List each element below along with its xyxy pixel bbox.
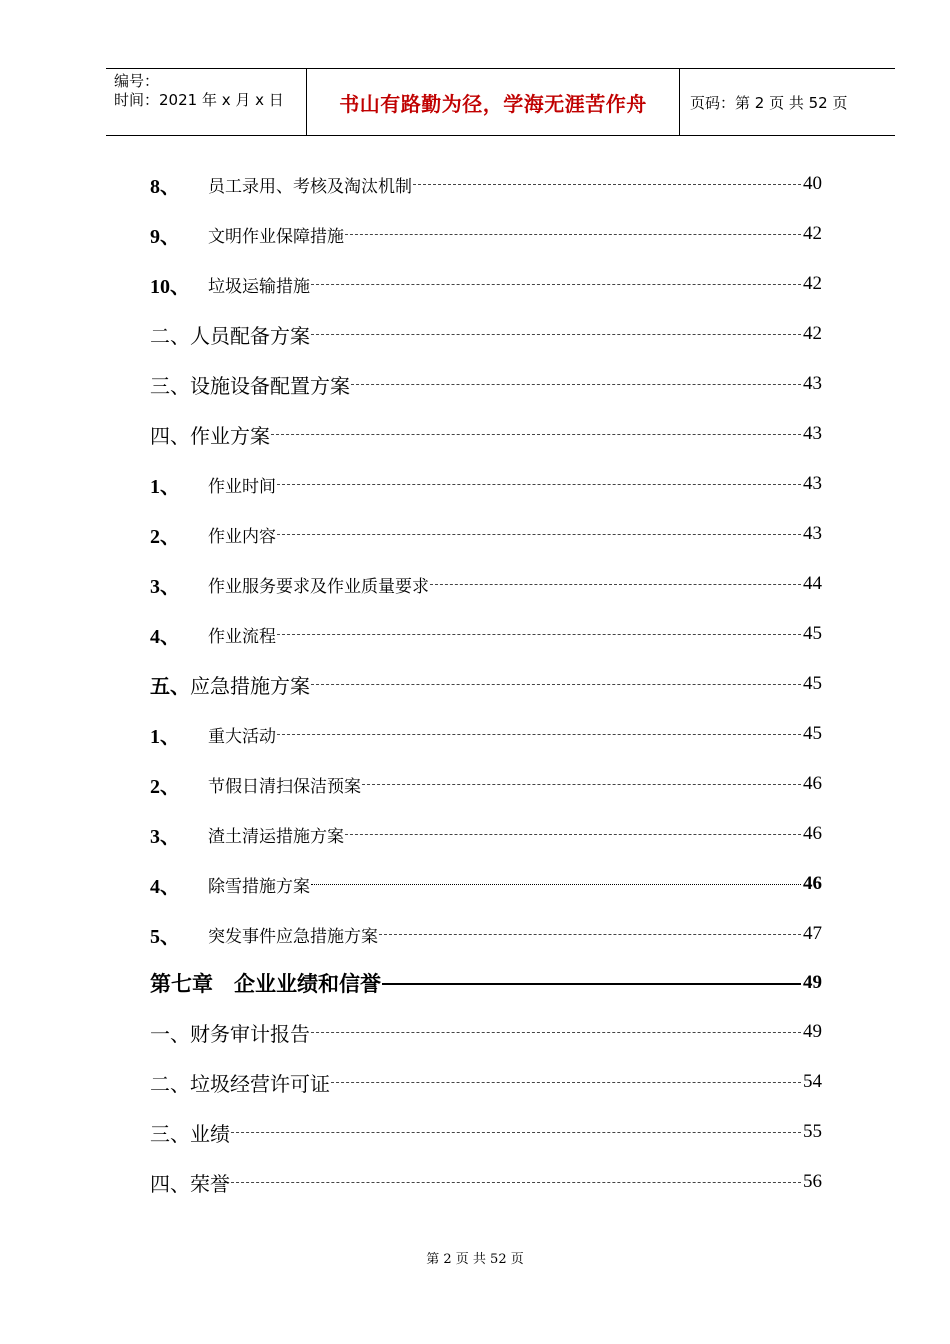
toc-entry-title: 第七章 企业业绩和信誉 <box>150 972 381 996</box>
toc-entry-page: 45 <box>803 673 822 694</box>
toc-entry-number: 8、 <box>150 175 180 198</box>
toc-entry-page: 42 <box>803 323 822 344</box>
toc-entry[interactable] <box>150 870 822 898</box>
toc-entry[interactable] <box>150 320 822 348</box>
toc-entry-page: 49 <box>803 1021 822 1042</box>
toc-entry-leader <box>345 234 801 236</box>
toc-entry-number: 4、 <box>150 875 180 898</box>
toc-entry-number: 2、 <box>150 525 180 548</box>
toc-entry-number: 3、 <box>150 575 180 598</box>
header-page-info: 页码：第 2 页 共 52 页 <box>690 93 848 112</box>
toc-entry-leader <box>430 584 801 586</box>
toc-entry[interactable] <box>150 620 822 648</box>
toc-entry-number: 10、 <box>150 275 190 298</box>
toc-entry-leader <box>277 484 801 486</box>
toc-entry-number: 4、 <box>150 625 180 648</box>
toc-entry-page: 43 <box>803 373 822 394</box>
toc-entry-page: 42 <box>803 223 822 244</box>
toc-entry-leader <box>311 1032 801 1034</box>
toc-entry-title: 应急措施方案 <box>190 673 310 698</box>
toc-entry-leader <box>362 784 801 786</box>
toc-entry[interactable] <box>150 770 822 798</box>
toc-entry-leader <box>231 1132 801 1134</box>
toc-entry[interactable] <box>150 720 822 748</box>
toc-entry-number: 1、 <box>150 475 180 498</box>
toc-entry-title: 渣土清运措施方案 <box>208 826 344 847</box>
toc-entry-title: 三、业绩 <box>150 1121 230 1146</box>
toc-entry-page: 46 <box>803 823 822 844</box>
toc-entry[interactable] <box>150 1118 822 1146</box>
toc-entry-title: 三、设施设备配置方案 <box>150 373 350 398</box>
toc-entry[interactable] <box>150 1018 822 1046</box>
page-footer: 第 2 页 共 52 页 <box>426 1252 524 1267</box>
toc-entry-title: 除雪措施方案 <box>208 876 310 897</box>
toc-entry-leader <box>311 284 801 286</box>
toc-entry[interactable] <box>150 170 822 198</box>
toc-entry-title: 重大活动 <box>208 726 276 747</box>
header-meta <box>106 69 307 135</box>
toc-entry-page: 43 <box>803 473 822 494</box>
toc-entry-number: 2、 <box>150 775 180 798</box>
toc-entry-leader <box>331 1082 801 1084</box>
toc-entry-leader <box>277 534 801 536</box>
toc-entry-title: 作业内容 <box>208 526 276 547</box>
toc-entry-title: 文明作业保障措施 <box>208 226 344 247</box>
toc-entry-title: 节假日清扫保洁预案 <box>208 776 361 797</box>
toc-entry-page: 46 <box>803 873 822 894</box>
toc-entry-page: 44 <box>803 573 822 594</box>
toc-entry[interactable] <box>150 1168 822 1196</box>
header-code-label: 编号： <box>114 72 160 90</box>
toc-entry[interactable] <box>150 220 822 248</box>
toc-entry-title: 四、荣誉 <box>150 1171 230 1196</box>
toc-entry-page: 56 <box>803 1171 822 1192</box>
toc-entry[interactable] <box>150 420 822 448</box>
toc-entry-page: 46 <box>803 773 822 794</box>
toc-entry-title: 突发事件应急措施方案 <box>208 926 378 947</box>
toc-entry-page: 55 <box>803 1121 822 1142</box>
toc-entry-page: 42 <box>803 273 822 294</box>
toc-entry-page: 43 <box>803 523 822 544</box>
toc-entry-leader <box>271 434 801 436</box>
toc-entry-leader <box>413 184 801 186</box>
toc-entry[interactable] <box>150 820 822 848</box>
toc-entry[interactable] <box>150 969 822 997</box>
toc-entry-page: 45 <box>803 723 822 744</box>
toc-entry-page: 54 <box>803 1071 822 1092</box>
toc-entry-number: 五、 <box>150 675 190 698</box>
toc-entry-leader <box>311 684 801 686</box>
toc-entry-number: 1、 <box>150 725 180 748</box>
toc-entry[interactable] <box>150 470 822 498</box>
toc-entry-page: 40 <box>803 173 822 194</box>
toc-entry-title: 员工录用、考核及淘汰机制 <box>208 176 412 197</box>
toc-entry-number: 3、 <box>150 825 180 848</box>
toc-entry-leader <box>277 734 801 736</box>
page-header <box>106 68 895 136</box>
toc-entry-title: 二、垃圾经营许可证 <box>150 1071 330 1096</box>
toc-entry[interactable] <box>150 570 822 598</box>
toc-entry[interactable] <box>150 370 822 398</box>
toc-entry-title: 作业流程 <box>208 626 276 647</box>
toc-entry[interactable] <box>150 1068 822 1096</box>
toc-entry[interactable] <box>150 920 822 948</box>
toc-entry-title: 作业时间 <box>208 476 276 497</box>
toc-entry-page: 43 <box>803 423 822 444</box>
toc-entry-leader <box>382 983 801 986</box>
toc-entry[interactable] <box>150 520 822 548</box>
toc-entry-leader <box>311 334 801 336</box>
toc-entry-leader <box>277 634 801 636</box>
toc-entry-page: 47 <box>803 923 822 944</box>
toc-entry-number: 9、 <box>150 225 180 248</box>
toc-entry-title: 作业服务要求及作业质量要求 <box>208 576 429 597</box>
toc-entry-title: 四、作业方案 <box>150 423 270 448</box>
toc-entry-title: 二、人员配备方案 <box>150 323 310 348</box>
toc-entry-leader <box>311 884 801 886</box>
toc-entry-leader <box>231 1182 801 1184</box>
toc-entry-title: 一、财务审计报告 <box>150 1021 310 1046</box>
toc-entry-page: 45 <box>803 623 822 644</box>
toc-entry-number: 5、 <box>150 925 180 948</box>
toc-entry[interactable] <box>150 270 822 298</box>
toc-entry-page: 49 <box>803 972 822 993</box>
header-time-label: 时间：2021 年 x 月 x 日 <box>114 91 284 109</box>
toc-entry-title: 垃圾运输措施 <box>208 276 310 297</box>
toc-entry-leader <box>351 384 801 386</box>
toc-entry-leader <box>379 934 801 936</box>
header-motto: 书山有路勤为径，学海无涯苦作舟 <box>307 69 680 135</box>
toc-entry[interactable] <box>150 670 822 698</box>
toc-entry-leader <box>345 834 801 836</box>
